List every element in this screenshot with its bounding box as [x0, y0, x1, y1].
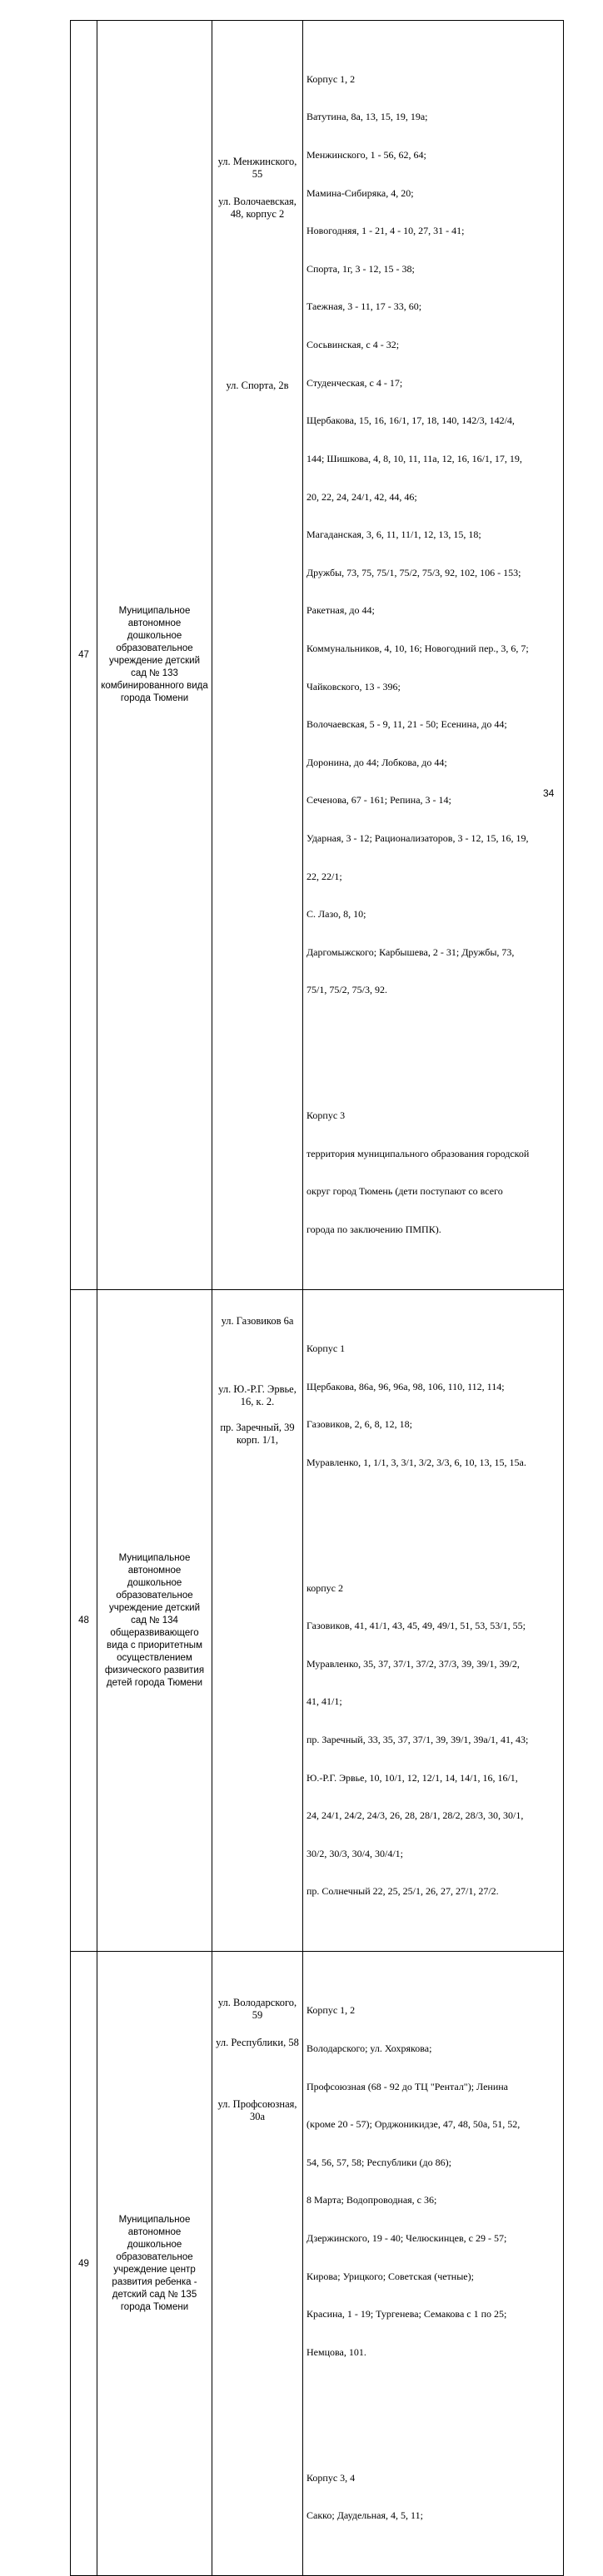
- institution-name: Муниципальное автономное дошкольное образовательное учреждение детский сад № 134 общеразвивающего вида с приоритетным осуществлением физического развития детей города Тюмени: [97, 1290, 212, 1952]
- page-number: 34: [543, 787, 555, 799]
- row-number: 49: [71, 1952, 97, 2576]
- streets-cell: [303, 1952, 564, 2576]
- row-number: 47: [71, 21, 97, 1290]
- streets-line: Студенческая, с 4 - 17;: [306, 376, 403, 389]
- institution-name: Муниципальное автономное дошкольное образовательное учреждение детский сад № 133 комбинированного вида города Тюмени: [97, 21, 212, 1290]
- streets-line: Магаданская, 3, 6, 11, 11/1, 12, 13, 15, 18;: [306, 529, 481, 541]
- streets-line: (кроме 20 - 57); Орджоникидзе, 47, 48, 50а, 51, 52,: [306, 2118, 521, 2131]
- streets-cell: [303, 1290, 564, 1952]
- streets-line: Володарского; ул. Хохрякова;: [306, 2042, 432, 2054]
- streets-line: Чайковского, 13 - 396;: [306, 680, 401, 692]
- streets-line: Муравленко, 35, 37, 37/1, 37/2, 37/3, 39, 39/1, 39/2,: [306, 1657, 520, 1670]
- address: ул. Газовиков 6а: [221, 1315, 294, 1328]
- streets-line: 20, 22, 24, 24/1, 42, 44, 46;: [306, 490, 417, 503]
- institution-name: Муниципальное автономное дошкольное образовательное учреждение центр развития ребенка - детский сад № 135 города Тюмени: [97, 1952, 212, 2576]
- streets-line: Немцова, 101.: [306, 2345, 366, 2358]
- streets-line: 41, 41/1;: [306, 1695, 342, 1708]
- streets-heading: корпус 2: [306, 1581, 343, 1594]
- streets-line: 22, 22/1;: [306, 870, 342, 882]
- streets-line: Мамина-Сибиряка, 4, 20;: [306, 186, 414, 199]
- streets-block: [306, 1318, 560, 1495]
- block-gap: [306, 1520, 560, 1531]
- streets-line: 54, 56, 57, 58; Республики (до 86);: [306, 2156, 451, 2168]
- streets-line: Новогодняя, 1 - 21, 4 - 10, 27, 31 - 41;: [306, 225, 465, 237]
- address-cell: [212, 1952, 303, 2576]
- streets-line: С. Лазо, 8, 10;: [306, 908, 366, 921]
- streets-line: Доронина, до 44; Лобкова, до 44;: [306, 756, 447, 768]
- streets-line: Щербакова, 15, 16, 16/1, 17, 18, 140, 142/3, 142/4,: [306, 414, 515, 427]
- streets-cell: [303, 21, 564, 1290]
- streets-line: 75/1, 75/2, 75/3, 92.: [306, 984, 388, 996]
- streets-heading: Корпус 1, 2: [306, 72, 356, 85]
- address: ул. Спорта, 2в: [226, 380, 289, 391]
- address: ул. Профсоюзная, 30а: [217, 2098, 297, 2123]
- streets-line: Ударная, 3 - 12; Рационализаторов, 3 - 12, 15, 16, 19,: [306, 832, 529, 844]
- streets-line: Дзержинского, 19 - 40; Челюскинцев, с 29 - 57;: [306, 2231, 507, 2244]
- table-row: [71, 1952, 564, 2576]
- streets-line: Ю.-Р.Г. Эрвье, 10, 10/1, 12, 12/1, 14, 14/1, 16, 16/1,: [306, 1771, 518, 1784]
- streets-line: Волочаевская, 5 - 9, 11, 21 - 50; Есенина, до 44;: [306, 718, 507, 731]
- block-gap: [306, 1047, 560, 1059]
- streets-line: Спорта, 1г, 3 - 12, 15 - 38;: [306, 262, 415, 275]
- streets-block: [306, 47, 560, 1022]
- table-row: [71, 1290, 564, 1952]
- address-cell: [212, 21, 303, 1290]
- streets-line: Менжинского, 1 - 56, 62, 64;: [306, 149, 426, 161]
- streets-line: города по заключению ПМПК).: [306, 1223, 441, 1236]
- streets-line: Сосьвинская, с 4 - 32;: [306, 339, 400, 351]
- streets-line: Сеченова, 67 - 161; Репина, 3 - 14;: [306, 794, 451, 807]
- streets-line: 8 Марта; Водопроводная, с 36;: [306, 2194, 437, 2206]
- streets-line: Даргомыжского; Карбышева, 2 - 31; Дружбы, 73,: [306, 946, 515, 958]
- row-number: 48: [71, 1290, 97, 1952]
- streets-line: Дружбы, 73, 75, 75/1, 75/2, 75/3, 92, 102, 106 - 153;: [306, 566, 521, 578]
- block-gap: [306, 2410, 560, 2421]
- streets-line: 30/2, 30/3, 30/4, 30/4/1;: [306, 1847, 404, 1859]
- address: ул. Волочаевская, 48, корпус 2: [218, 196, 297, 220]
- streets-line: Профсоюзная (68 - 92 до ТЦ "Рентал"); Ленина: [306, 2080, 509, 2092]
- streets-line: пр. Заречный, 33, 35, 37, 37/1, 39, 39/1, 39а/1, 41, 43;: [306, 1734, 529, 1746]
- streets-line: Ватутина, 8а, 13, 15, 19, 19а;: [306, 111, 428, 123]
- kindergarten-table: [70, 20, 564, 2576]
- streets-line: пр. Солнечный 22, 25, 25/1, 26, 27, 27/1, 27/2.: [306, 1885, 499, 1898]
- address: ул. Менжинского, 55: [217, 156, 297, 180]
- streets-line: Газовиков, 2, 6, 8, 12, 18;: [306, 1418, 412, 1431]
- streets-line: Сакко; Даудельная, 4, 5, 11;: [306, 2509, 423, 2522]
- streets-line: 144; Шишкова, 4, 8, 10, 11, 11а, 12, 16, 16/1, 17, 19,: [306, 452, 522, 464]
- address: ул. Республики, 58: [216, 2037, 299, 2049]
- address: ул. Володарского, 59: [217, 1997, 297, 2022]
- streets-line: Кирова; Урицкого; Советская (четные);: [306, 2270, 474, 2282]
- streets-line: Муравленко, 1, 1/1, 3, 3/1, 3/2, 3/3, 6, 10, 13, 15, 15а.: [306, 1456, 526, 1468]
- streets-line: Газовиков, 41, 41/1, 43, 45, 49, 49/1, 51, 53, 53/1, 55;: [306, 1620, 526, 1632]
- streets-line: территория муниципального образования городской: [306, 1147, 530, 1159]
- streets-block: [306, 1979, 560, 2385]
- streets-heading: Корпус 1: [306, 1342, 346, 1354]
- address-cell: [212, 1290, 303, 1952]
- streets-heading: Корпус 1, 2: [306, 2004, 356, 2017]
- streets-line: Таежная, 3 - 11, 17 - 33, 60;: [306, 300, 422, 313]
- table-row: [71, 21, 564, 1290]
- address: ул. Ю.-Р.Г. Эрвье, 16, к. 2.: [218, 1383, 297, 1408]
- streets-heading: Корпус 3, 4: [306, 2471, 356, 2484]
- streets-line: Щербакова, 86а, 96, 96а, 98, 106, 110, 112, 114;: [306, 1380, 505, 1392]
- streets-heading: Корпус 3: [306, 1109, 346, 1122]
- address: пр. Заречный, 39 корп. 1/1,: [220, 1422, 295, 1447]
- streets-line: округ город Тюмень (дети поступают со всего: [306, 1185, 503, 1198]
- streets-block: [306, 1085, 560, 1262]
- streets-block: [306, 1556, 560, 1923]
- streets-line: Ракетная, до 44;: [306, 604, 375, 617]
- streets-line: Красина, 1 - 19; Тургенева; Семакова с 1 по 25;: [306, 2308, 507, 2320]
- streets-line: 24, 24/1, 24/2, 24/3, 26, 28, 28/1, 28/2, 28/3, 30, 30/1,: [306, 1809, 524, 1822]
- streets-block: [306, 2446, 560, 2548]
- streets-line: Коммунальников, 4, 10, 16; Новогодний пер., 3, 6, 7;: [306, 642, 529, 654]
